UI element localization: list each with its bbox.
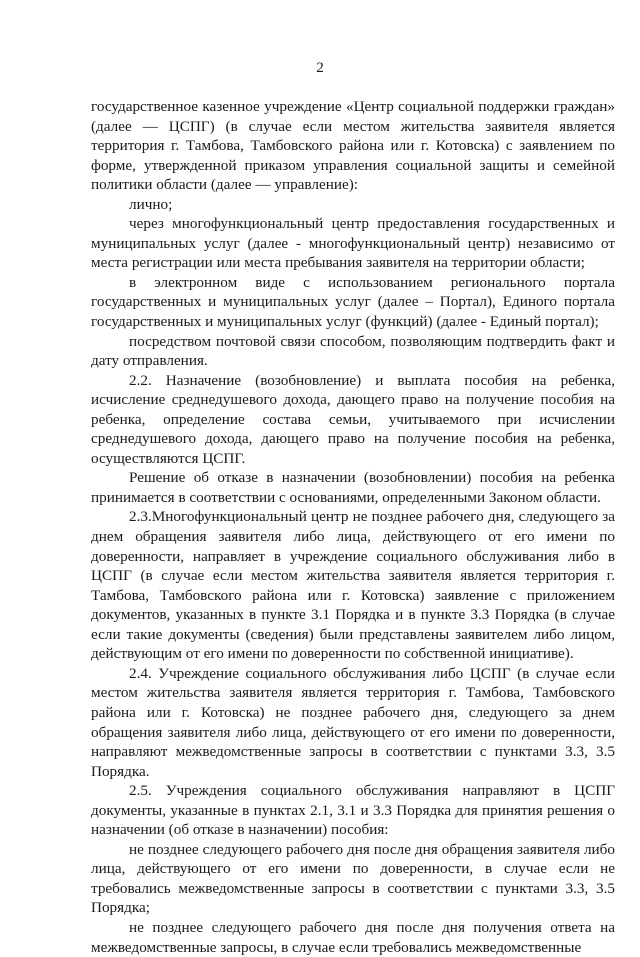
paragraph-deadline-no-requests: не позднее следующего рабочего дня после дня обращения заявителя либо лица, действующего от его имени по доверенности, в случае если не требовались межведомственные запросы в соответствии с пунктами 3.3, 3.5 Порядка;	[91, 840, 615, 917]
paragraph-continuation: государственное казенное учреждение «Центр социальной поддержки граждан» (далее — ЦСПГ) (в случае если местом жительства заявителя является территория г. Тамбова, Тамбовского района или г. Котовска) с заявлением по форме, утвержденной приказом управления социальной защиты и семейной политики области (далее — управление):	[91, 98, 615, 194]
paragraph-mfc: через многофункциональный центр предоставления государственных и муниципальных услуг (далее - многофункциональный центр) независимо от места регистрации или места пребывания заявителя на территории области;	[91, 215, 615, 272]
paragraph-postal: посредством почтовой связи способом, позволяющим подтвердить факт и дату отправления.	[91, 332, 615, 370]
paragraph-2-5: 2.5. Учреждения социального обслуживания направляют в ЦСПГ документы, указанные в пунктах 2.1, 3.1 и 3.3 Порядка для принятия решения о назначении (об отказе в назначении) пособия:	[91, 782, 615, 839]
paragraph-electronic: в электронном виде с использованием регионального портала государственных и муниципальных услуг (далее – Портал), Единого портала государственных и муниципальных услуг (функций) (далее - Единый портал);	[91, 273, 615, 331]
paragraph-deadline-with-requests: не позднее следующего рабочего дня после дня получения ответа на межведомственные запросы, в случае если требовались межведомственные	[91, 918, 615, 956]
paragraph-2-4: 2.4. Учреждение социального обслуживания либо ЦСПГ (в случае если местом жительства заявителя является территория г. Тамбова, Тамбовского района или г. Котовска) не позднее рабочего дня, следующего за днем обращения заявителя либо лица, действующего от его имени по доверенности, направляют межведомственные запросы в соответствии с пунктами 3.3, 3.5 Порядка.	[91, 664, 615, 780]
paragraph-2-3: 2.3.Многофункциональный центр не позднее рабочего дня, следующего за днем обращения заявителя либо лица, действующего от его имени по доверенности, направляет в учреждение социального обслуживания либо в ЦСПГ (в случае если местом жительства заявителя является территория г. Тамбова, Тамбовского района или г. Котовска) заявление с приложением документов, указанных в пункте 3.1 Порядка и в пункте 3.3 Порядка (в случае если такие документы (сведения) были представлены заявителем либо лицом, действующим от его имени по доверенности по собственной инициативе).	[91, 508, 615, 663]
paragraph-refusal-decision: Решение об отказе в назначении (возобновлении) пособия на ребенка принимается в соответствии с основаниями, определенными Законом области.	[91, 469, 615, 506]
paragraph-in-person: лично;	[129, 195, 173, 213]
paragraph-2-2: 2.2. Назначение (возобновление) и выплата пособия на ребенка, исчисление среднедушевого дохода, дающего право на получение пособия на ребенка, определение состава семьи, учитываемого при исчислении среднедушевого дохода, дающего право на получение пособия на ребенка, осуществляются ЦСПГ.	[91, 371, 615, 467]
page-number: 2	[316, 59, 324, 76]
document-body	[91, 97, 615, 957]
